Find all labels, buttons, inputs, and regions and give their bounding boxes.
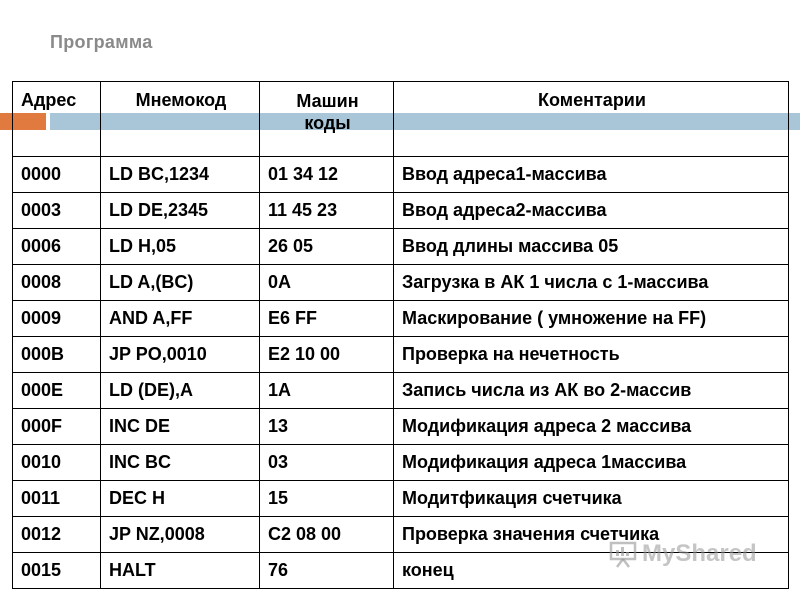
cell-comment: Загрузка в АК 1 числа с 1-массива	[394, 265, 789, 301]
cell-address: 0003	[13, 193, 101, 229]
program-table	[12, 81, 789, 589]
table-row	[13, 193, 789, 229]
cell-address: 000E	[13, 373, 101, 409]
cell-comment: Ввод длины массива 05	[394, 229, 789, 265]
cell-code: 0A	[260, 265, 394, 301]
cell-mnemonic: AND A,FF	[101, 301, 260, 337]
cell-mnemonic: DEC H	[101, 481, 260, 517]
cell-comment: Ввод адреса2-массива	[394, 193, 789, 229]
cell-mnemonic: LD A,(BC)	[101, 265, 260, 301]
cell-comment: Проверка значения счетчика	[394, 517, 789, 553]
cell-code: 03	[260, 445, 394, 481]
cell-address: 0015	[13, 553, 101, 589]
table-row	[13, 445, 789, 481]
table-row	[13, 265, 789, 301]
table-row	[13, 229, 789, 265]
table-row	[13, 301, 789, 337]
cell-code: E6 FF	[260, 301, 394, 337]
cell-comment: Проверка на нечетность	[394, 337, 789, 373]
cell-comment: Модитфикация счетчика	[394, 481, 789, 517]
table-row	[13, 337, 789, 373]
slide-title: Программа	[50, 32, 153, 52]
cell-address: 0011	[13, 481, 101, 517]
header-machine-code	[260, 82, 394, 157]
cell-mnemonic: JP PO,0010	[101, 337, 260, 373]
cell-code: 15	[260, 481, 394, 517]
cell-address: 0009	[13, 301, 101, 337]
cell-address: 0000	[13, 157, 101, 193]
cell-code: 11 45 23	[260, 193, 394, 229]
cell-comment: Модификация адреса 2 массива	[394, 409, 789, 445]
table-body	[13, 157, 789, 589]
table-header-row	[13, 82, 789, 157]
cell-mnemonic: LD BC,1234	[101, 157, 260, 193]
cell-code: 1A	[260, 373, 394, 409]
cell-mnemonic: INC DE	[101, 409, 260, 445]
cell-code: 76	[260, 553, 394, 589]
cell-code: 01 34 12	[260, 157, 394, 193]
cell-mnemonic: INC BC	[101, 445, 260, 481]
table-row	[13, 373, 789, 409]
cell-mnemonic: LD H,05	[101, 229, 260, 265]
watermark-text: MyShared	[642, 540, 757, 567]
header-comment: Коментарии	[394, 82, 789, 157]
presentation-board-icon	[608, 540, 638, 568]
watermark	[608, 540, 757, 568]
cell-address: 0012	[13, 517, 101, 553]
table-row	[13, 409, 789, 445]
cell-mnemonic: LD (DE),A	[101, 373, 260, 409]
cell-address: 0010	[13, 445, 101, 481]
cell-comment: Ввод адреса1-массива	[394, 157, 789, 193]
cell-mnemonic: JP NZ,0008	[101, 517, 260, 553]
cell-code: E2 10 00	[260, 337, 394, 373]
cell-mnemonic: HALT	[101, 553, 260, 589]
cell-address: 000B	[13, 337, 101, 373]
header-address: Адрес	[13, 82, 101, 157]
header-machine-code-line2: коды	[304, 113, 351, 133]
header-mnemonic: Мнемокод	[101, 82, 260, 157]
table-row	[13, 157, 789, 193]
header-machine-code-line1: Машин	[296, 91, 359, 111]
cell-comment: Модификация адреса 1массива	[394, 445, 789, 481]
cell-comment: Запись числа из АК во 2-массив	[394, 373, 789, 409]
cell-address: 0006	[13, 229, 101, 265]
cell-comment: Маскирование ( умножение на FF)	[394, 301, 789, 337]
cell-code: 13	[260, 409, 394, 445]
cell-code: C2 08 00	[260, 517, 394, 553]
cell-comment: конец	[394, 553, 789, 589]
cell-address: 000F	[13, 409, 101, 445]
cell-address: 0008	[13, 265, 101, 301]
table-row	[13, 481, 789, 517]
cell-code: 26 05	[260, 229, 394, 265]
cell-mnemonic: LD DE,2345	[101, 193, 260, 229]
